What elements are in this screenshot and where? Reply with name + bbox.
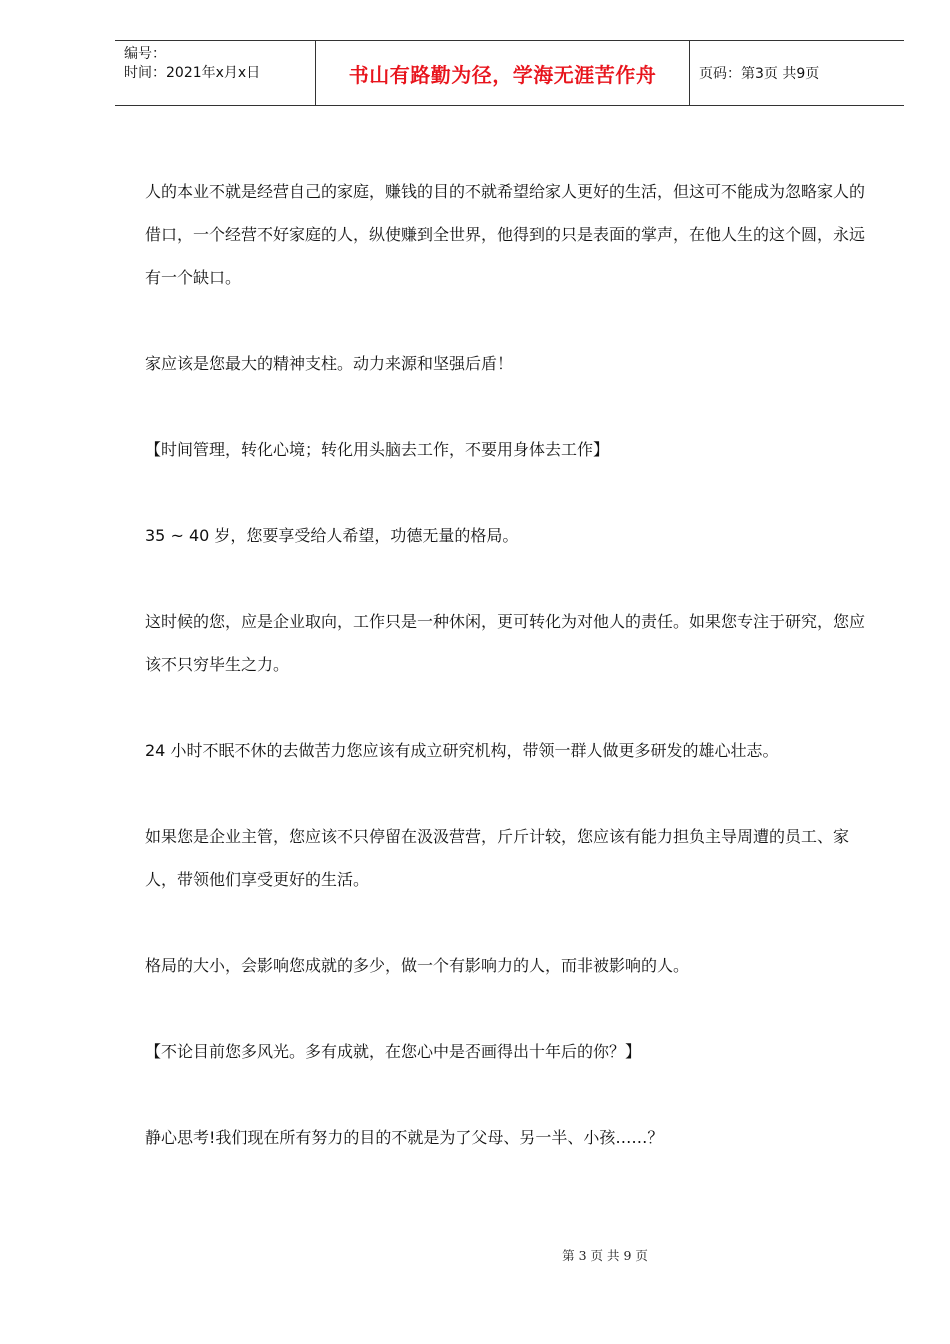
body-paragraph: 【不论目前您多风光。多有成就，在您心中是否画得出十年后的你？】 — [145, 1042, 642, 1061]
body-paragraph: 如果您是企业主管，您应该不只停留在汲汲营营，斤斤计较，您应该有能力担负主导周遭的员工、家人，带领他们享受更好的生活。 — [145, 827, 850, 889]
body-paragraph: 24 小时不眠不休的去做苦力您应该有成立研究机构，带领一群人做更多研发的雄心壮志。 — [145, 741, 779, 760]
body-paragraph: 这时候的您，应是企业取向，工作只是一种休闲，更可转化为对他人的责任。如果您专注于研究，您应该不只穷毕生之力。 — [145, 612, 866, 674]
body-paragraph: 人的本业不就是经营自己的家庭，赚钱的目的不就希望给家人更好的生活，但这可不能成为忽略家人的借口，一个经营不好家庭的人，纵使赚到全世界，他得到的只是表面的掌声，在他人生的这个圆，永远有一个缺口。 — [145, 182, 866, 287]
footer-page-number: 第 3 页 共 9 页 — [562, 1248, 648, 1263]
header-motto: 书山有路勤为径，学海无涯苦作舟 — [348, 62, 657, 87]
body-paragraph: 格局的大小，会影响您成就的多少，做一个有影响力的人，而非被影响的人。 — [145, 956, 690, 975]
body-paragraph: 静心思考!我们现在所有努力的目的不就是为了父母、另一半、小孩……？ — [145, 1128, 664, 1147]
header-motto-cell — [316, 41, 690, 105]
document-header — [115, 40, 904, 106]
body-paragraph: 【时间管理，转化心境；转化用头脑去工作，不要用身体去工作】 — [145, 440, 610, 459]
header-meta-cell — [115, 41, 316, 105]
page-footer — [0, 1246, 950, 1264]
document-time-label: 时间：2021年x月x日 — [124, 65, 261, 81]
document-number-label: 编号： — [124, 46, 166, 62]
header-page-label: 页码：第3页 共9页 — [699, 66, 820, 82]
body-paragraph: 家应该是您最大的精神支柱。动力来源和坚强后盾！ — [145, 354, 514, 373]
document-body — [145, 170, 875, 1159]
header-page-cell — [690, 41, 904, 105]
body-paragraph: 35 ~ 40 岁，您要享受给人希望，功德无量的格局。 — [145, 526, 519, 545]
